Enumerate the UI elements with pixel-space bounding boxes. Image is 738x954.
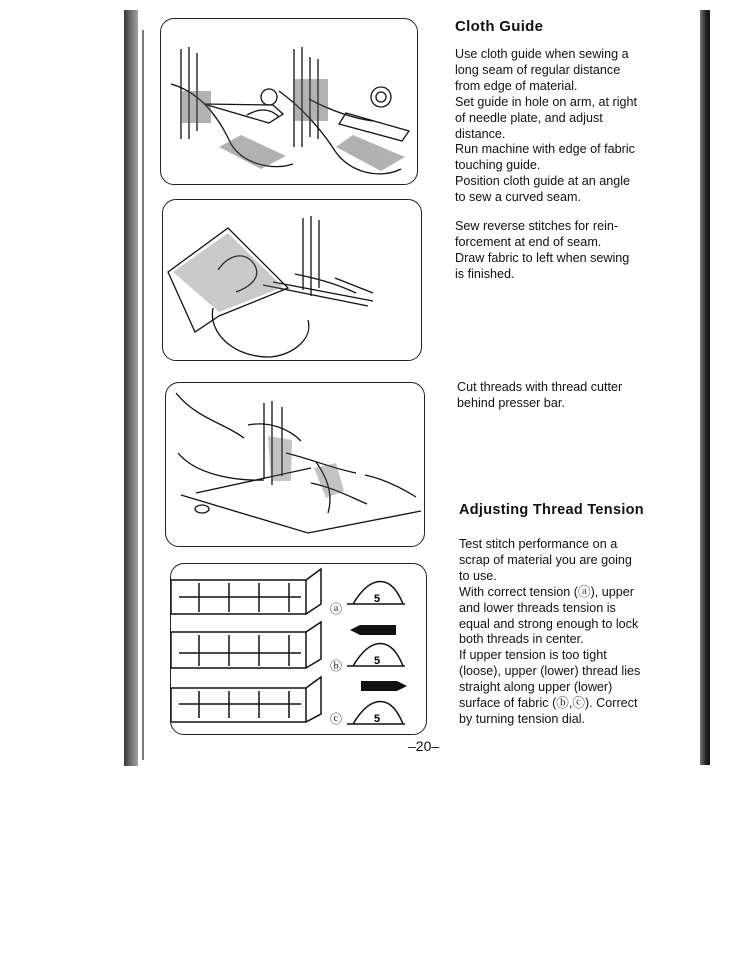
cloth-guide-drawing [161,19,417,184]
binding-line-left [142,30,144,760]
label-c: ⓒ [330,712,343,726]
cloth-guide-paragraph-1: Use cloth guide when sewing a long seam of regular distance from edge of material. Set guide in hole on arm, at right of needle plate, and adjust distance. Run machine with edge of fabric touching guide. Position cloth guide at an angle to sew a curved seam. [455,47,638,205]
thread-cutter-illustration [165,382,425,547]
page-number: –20– [408,738,440,754]
label-b: ⓑ [330,659,343,673]
label-a: ⓐ [330,602,343,616]
reverse-stitch-drawing [163,200,421,360]
binding-shadow-right [700,10,710,765]
binding-shadow-left [124,10,138,766]
cloth-guide-paragraph-2: Sew reverse stitches for rein- forcement at end of seam. Draw fabric to left when sewing is finished. [455,219,630,281]
cloth-guide-title: Cloth Guide [455,18,544,35]
dial-number-c: 5 [374,713,381,725]
reverse-stitch-illustration [162,199,422,361]
thread-tension-illustration [170,563,427,735]
thread-tension-paragraph: Test stitch performance on a scrap of material you are going to use. With correct tension (ⓐ), upper and lower threads tension is equal and strong enough to lock both threads in center. If upper tension is too tight (loose), upper (lower) thread lies straight along upper (lower) surface of fabric (ⓑ,ⓒ). Correct by turning tension dial. [459,537,641,726]
thread-tension-title: Adjusting Thread Tension [459,502,644,518]
thread-tension-drawing [171,564,426,734]
cloth-guide-illustration [160,18,418,185]
cloth-guide-paragraph-3: Cut threads with thread cutter behind presser bar. [457,380,623,410]
thread-cutter-drawing [166,383,424,546]
dial-number-b: 5 [374,655,381,667]
dial-number-a: 5 [374,593,381,605]
